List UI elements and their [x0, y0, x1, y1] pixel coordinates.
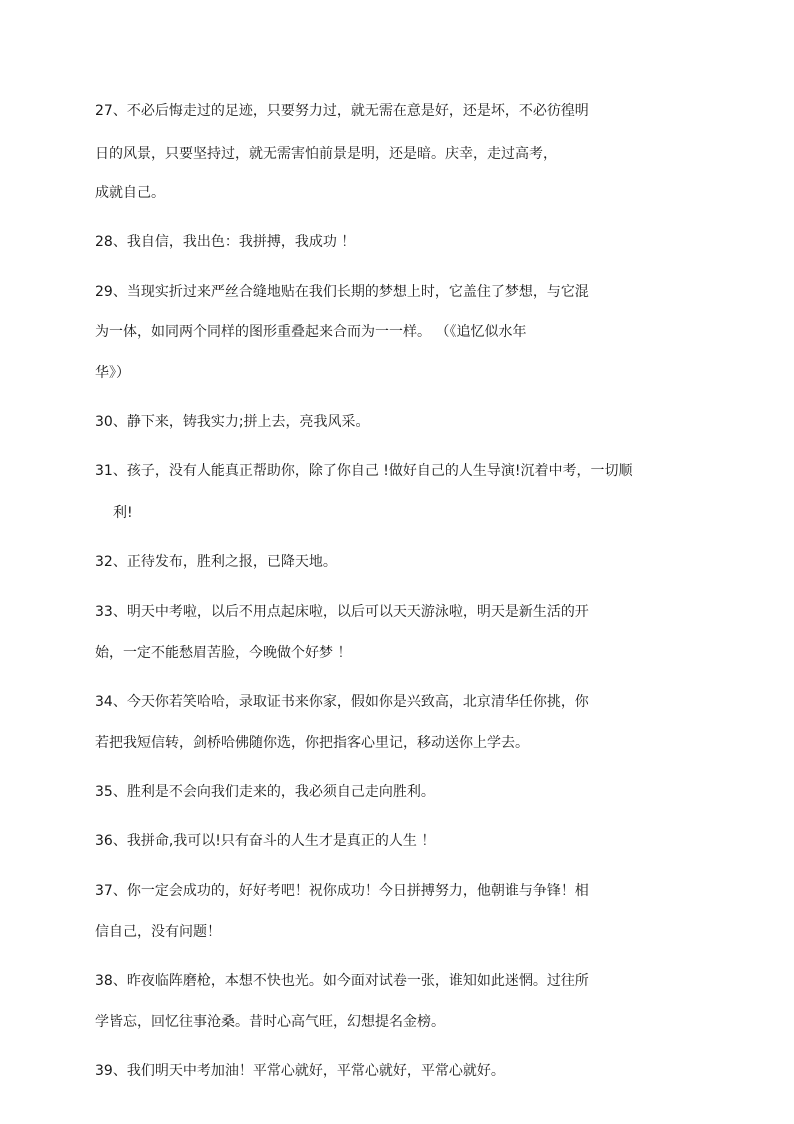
- entry-27-line-2: 日的风景，只要坚持过，就无需害怕前景是明，还是暗。庆幸，走过高考，: [95, 146, 557, 162]
- entry-27-line-3: 成就自己。: [95, 185, 165, 201]
- entry-31-line-2: 利!: [113, 505, 133, 521]
- entry-30-line-1: 30、静下来，铸我实力;拼上去，亮我风采。: [95, 414, 370, 430]
- entry-38-line-2: 学皆忘，回忆往事沧桑。昔时心高气旺，幻想提名金榜。: [95, 1014, 445, 1030]
- entry-35-line-1: 35、胜利是不会向我们走来的，我必须自己走向胜利。: [95, 784, 435, 800]
- entry-39-line-1: 39、我们明天中考加油！平常心就好，平常心就好，平常心就好。: [95, 1063, 505, 1079]
- entry-37-line-2: 信自己，没有问题！: [95, 924, 221, 940]
- entry-28-line-1: 28、我自信，我出色：我拼搏，我成功 ！: [95, 234, 356, 250]
- entry-36-line-1: 36、我拼命,我可以!只有奋斗的人生才是真正的人生 ！: [95, 833, 436, 849]
- entry-33-line-1: 33、明天中考啦，以后不用点起床啦，以后可以天天游泳啦，明天是新生活的开: [95, 604, 589, 620]
- entry-29-line-2: 为一体，如同两个同样的图形重叠起来合而为一一样。 （《追忆似水年: [95, 324, 527, 340]
- entry-32-line-1: 32、正待发布，胜利之报，已降天地。: [95, 554, 337, 570]
- entry-38-line-1: 38、昨夜临阵磨枪，本想不快也光。如今面对试卷一张，谁知如此迷惘。过往所: [95, 973, 589, 989]
- entry-29-line-1: 29、当现实折过来严丝合缝地贴在我们长期的梦想上时，它盖住了梦想，与它混: [95, 284, 589, 300]
- entry-37-line-1: 37、你一定会成功的，好好考吧！祝你成功！今日拼搏努力，他朝谁与争锋！相: [95, 883, 589, 899]
- entry-29-line-3: 华》）: [95, 365, 130, 381]
- entry-27-line-1: 27、不必后悔走过的足迹，只要努力过，就无需在意是好，还是坏，不必彷徨明: [95, 103, 589, 119]
- entry-31-line-1: 31、孩子，没有人能真正帮助你，除了你自己 !做好自己的人生导演!沉着中考，一切顺: [95, 463, 633, 479]
- entry-33-line-2: 始，一定不能愁眉苦脸，今晚做个好梦 ！: [95, 645, 352, 661]
- entry-34-line-1: 34、今天你若笑哈哈，录取证书来你家，假如你是兴致高，北京清华任你挑，你: [95, 694, 589, 710]
- entry-34-line-2: 若把我短信转，剑桥哈佛随你选，你把指客心里记，移动送你上学去。: [95, 735, 529, 751]
